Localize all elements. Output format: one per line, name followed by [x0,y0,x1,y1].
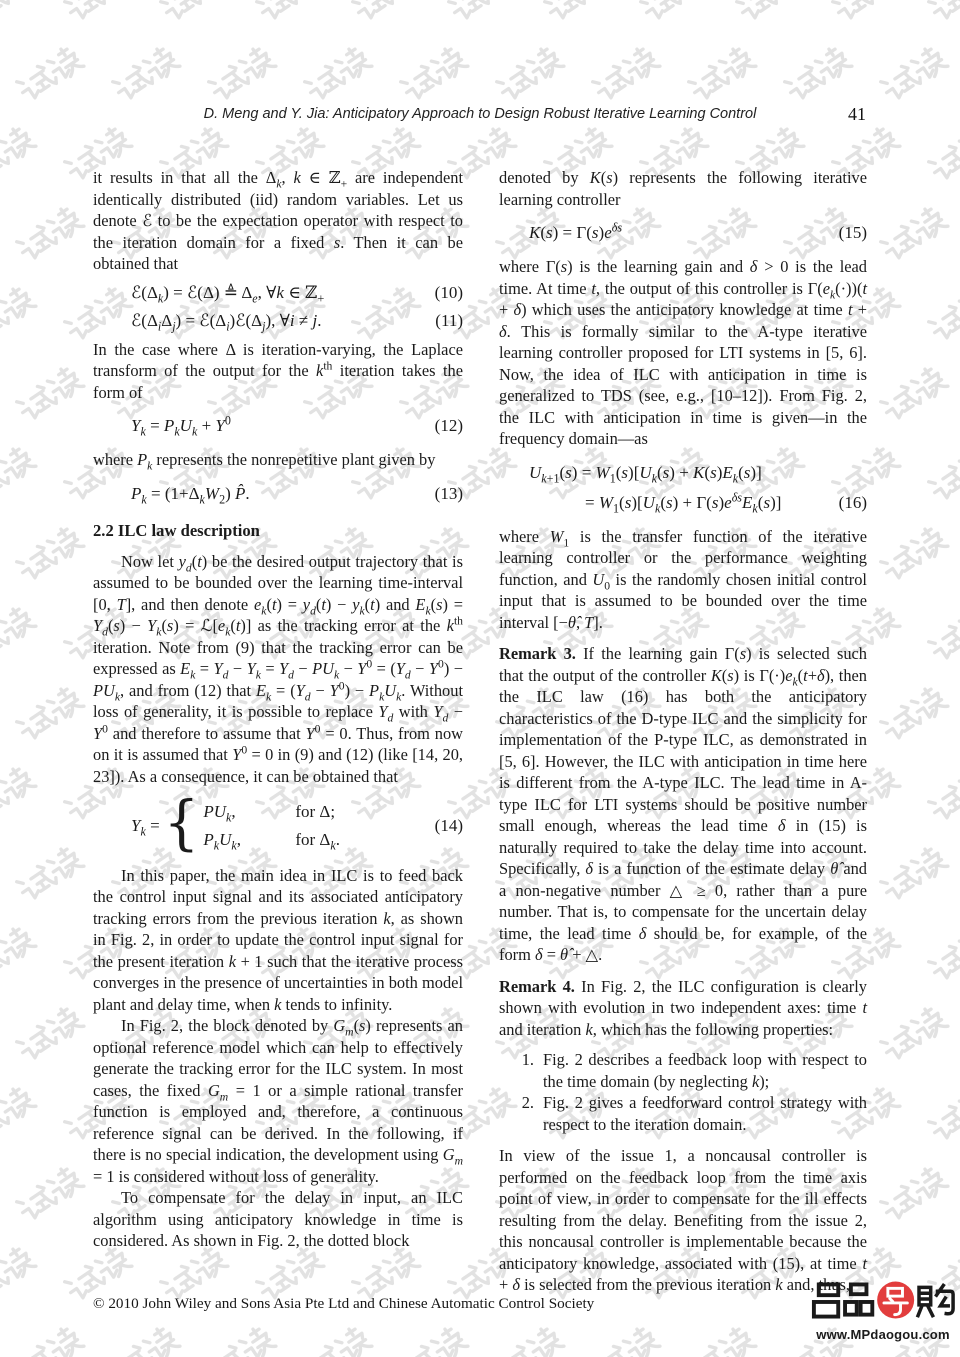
page-header [0,106,960,128]
equation-10-number: (10) [434,282,463,302]
equation-13-body: $P_k = (1+\Delta_kW_2)$ P̂. [131,483,250,506]
equation-14-cond1: for Δ; [295,801,336,821]
paragraph-where-w1: where $W_1$ is the transfer function of the iterative learning controller or the performance weighting function, and $U_0$ is the randomly chosen initial control input that is assumed to be bounded over the time interval [−θ̂, T]. [499,526,868,632]
list-item-marker: 1. [521,1050,534,1069]
equation-13-number: (13) [434,483,463,503]
paragraph-in-fig2: In Fig. 2, the block denoted by $G_m(s)$ represents an optional reference model which can help to effectively generate the tracking error for the ILC system. In most cases, the fixed $G_m = 1$ or a simple rational transfer function is employed and, therefore, a continuous reference signal can be derived. In the following, if there is no special indication, the development using $G_m = 1$ is considered without loss of generality. [93,1016,463,1186]
paragraph-intro: it results in that all the $\Delta_k$, k ∈ ℤ$_+$ are independent identically distributed (iid) random variables. Let us denote ℰ to be the expectation operator with respect to the iteration domain for a fixed s. Then it can be obtained that [93,168,464,273]
footer-copyright: © 2010 John Wiley and Sons Asia Pte Ltd and Chinese Automatic Control Society [93,1295,595,1312]
equation-12 [93,413,463,439]
equation-14-cases [203,801,340,853]
logo-url[interactable]: www.MPdaogou.com [816,1327,950,1342]
page-number: 41 [848,104,866,124]
properties-list [499,1049,867,1135]
list-item-text: Fig. 2 describes a feedback loop with respect to the time domain (by neglecting k); [543,1050,867,1091]
equation-12-body: $Y_k = P_kU_k + Y^0$ [131,413,231,439]
equation-14-row1: $PU_k$, [203,801,236,825]
equation-11 [93,311,463,331]
section-heading-ilc-law: 2.2 ILC law description [93,520,260,540]
equation-11-body: $ℰ(\Delta_i\Delta_j)$ = $ℰ(\Delta_i)ℰ(\Delta_j)$, ∀i ≠ j. [131,310,322,333]
equation-13 [93,484,463,504]
paragraph-where-pk: where $P_k$ represents the nonrepetitive plant given by [93,450,436,473]
equation-15-body: $K(s) = \Gamma(s)e^{\delta s}$ [529,220,623,242]
equation-16-line2: = $W_1(s)[U_k(s) + \Gamma(s)e^{\delta s}E_k(s)]$ [585,489,782,515]
list-item [512,1092,867,1135]
equation-14-lhs: $Y_k$ = [131,815,160,839]
equation-14-row2: $P_kU_k$, [203,829,241,853]
paragraph-where-gamma: where Γ(s) is the learning gain and δ > 0 is the lead time. At time t, the output of this controller is $\Gamma(e_k(\cdot))(t + \delta)$ which uses the anticipatory knowledge at time t + δ. This is formally similar to the A-type iterative learning controller proposed for LTI systems in [5, 6]. Now, the idea of ILC with anticipation in time is generalized to TDS (see, e.g., [10–12]). From Fig. 2, the ILC with anticipation in time is given—in the frequency domain—as [499,257,867,448]
equation-14-number: (14) [434,815,463,835]
paragraph-case: In the case where Δ is iteration-varying, the Laplace transform of the output for the $k^{th}$ iteration takes the form of [93,339,463,402]
equation-11-number: (11) [435,310,463,330]
paragraph-in-this-paper: In this paper, the main idea in ILC is to feed back the control input signal and its associated anticipatory tracking errors from the previous iteration k, as shown in Fig. 2, in order to update the control input signal for the present iteration k + 1 such that the iterative process converges in the presence of uncertainties in both model plant and delay time, when k tends to infinity. [93,865,463,1014]
paragraph-denoted: denoted by K(s) represents the following iterative learning controller [499,168,867,209]
equation-16-line1: $U_{k+1}(s) = W_1(s)[U_k(s) + K(s)E_k(s)]$ [529,462,762,485]
paragraph-in-view: In view of the issue 1, a noncausal controller is performed on the feedback loop from the time axis point of view, in order to compensate for the ill effects resulting from the delay. Benefiting from the issue 2, this noncausal controller is implementable because the anticipatory knowledge, associated with (15), at time t + δ is selected from the previous iteration k and, thus, [499,1146,867,1294]
equation-10-body: $ℰ(\Delta_k)$ = ℰ(Δ) ≜ $\Delta_e$, ∀k ∈ ℤ$_+$ [131,282,325,305]
mpdaogou-logo[interactable] [810,1281,956,1342]
equation-10 [93,283,463,303]
paragraph-now-let: Now let $y_d(t)$ be the desired output trajectory that is assumed to be bounded over the learning time-interval [0, T], and then denote $e_k(t) = y_d(t) - y_k(t)$ and $E_k(s) = Y_d(s) - Y_k(s)$ = $ℒ[e_k(t)]$ as the tracking error at the $k^{th}$ iteration. Note from (9) that the tracking error can be expressed as $E_k = Y_d - Y_k = Y_d - PU_k - Y^0 = (Y_d - Y^0) - PU_k$, and from (12) that $E_k = (Y_d - Y^0) - P_kU_k$. Without loss of generality, it is possible to replace $Y_d$ with $Y_d - Y^0$ and therefore to assume that $Y^0 = 0$. Thus, from now on it is assumed that $Y^0 = 0$ in (9) and (12) (like [14, 20, 23]). As a consequence, it can be obtained that [93,551,464,786]
equation-15-number: (15) [838,223,867,242]
remark-3: Remark 3. If the learning gain Γ(s) is selected such that the output of the controller K(s) is $\Gamma(\cdot)e_k(t+\delta)$, then the ILC law (16) has both the anticipatory characteristics of the D-type ILC and the simplicity for implementation of the P-type ILC, as demonstrated in [5, 6]. However, the ILC with anticipation in time here is different from the A-type ILC. The lead time in A-type ILC for LTI systems should be positive number small enough, whereas the lead time δ in (15) is naturally required to take the delay time into account. Specifically, δ is a function of the estimate delay θ̂ and a non-negative number △ ≥ 0, rather than a pure number. That is, to compensate for the uncertain delay time, the lead time δ should be, for example, of the form δ = θ̂ + △. [499,644,867,964]
equation-16 [499,463,867,513]
running-title: D. Meng and Y. Jia: Anticipatory Approach to Design Robust Iterative Learning Control [203,106,757,122]
equation-14-cond2: for $\Delta_k$. [295,829,340,853]
mpdaogou-logo-glyphs [810,1281,956,1321]
list-item [512,1049,867,1092]
equation-15 [499,220,867,243]
equation-14 [93,789,463,858]
list-item-text: Fig. 2 gives a feedforward control strategy with respect to the iteration domain. [543,1093,867,1134]
equation-16-number: (16) [838,492,867,512]
list-item-marker: 2. [521,1093,534,1112]
left-brace: { [163,789,200,858]
column-right [499,167,867,1296]
remark-4: Remark 4. In Fig. 2, the ILC configuration is clearly shown with evolution in two independent axes: time t and iteration k, which has the following properties: [499,976,867,1039]
column-left [93,167,463,1252]
paragraph-to-compensate: To compensate for the delay in input, an ILC algorithm using anticipatory knowledge in time is considered. As shown in Fig. 2, the dotted block [93,1188,463,1251]
equation-12-number: (12) [434,416,463,435]
